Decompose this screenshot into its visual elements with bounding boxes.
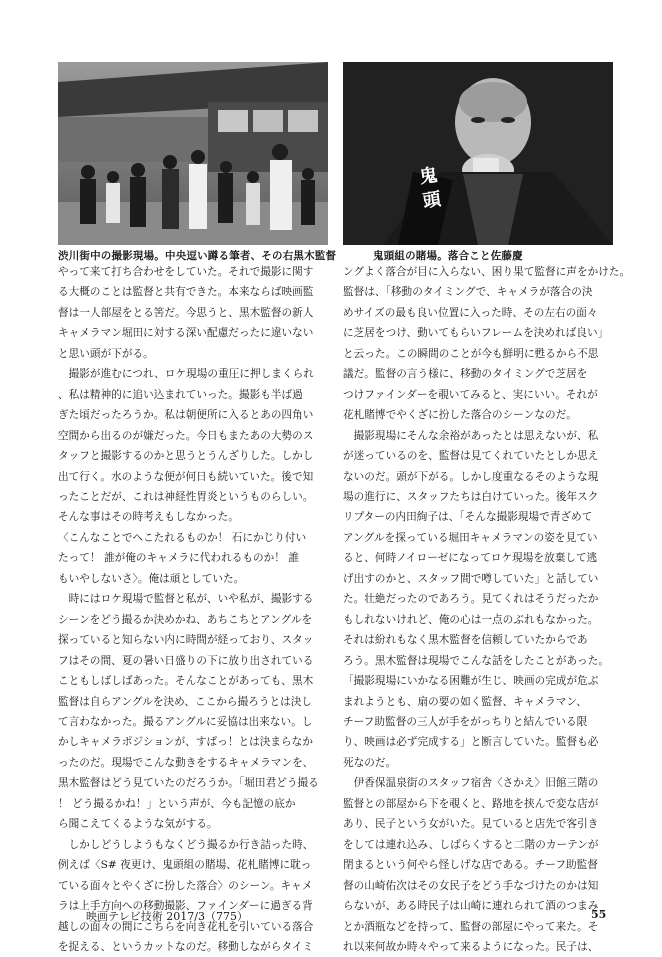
text-line: 黒木監督はどう見ていたのだろうか。「堀田君どう撮る <box>58 777 319 790</box>
text-line: 撮影が進むにつれ、ロケ現場の重圧に押しまくられ <box>58 368 314 381</box>
text-line: シーンをどう撮るか決めかね、あちこちとアングルを <box>58 613 313 626</box>
text-line: ったのだ。現場でこんな動きをするキャメラマンを、 <box>58 756 314 769</box>
text-line: めサイズの最も良い位置に入った時、その左右の面々 <box>343 306 598 319</box>
journal-issue-footer: 映画テレビ技術 2017/3（775） <box>86 910 248 923</box>
text-line: 例えば〈S# 夜更け、鬼頭組の賭場、花札賭博に耽っ <box>58 859 312 872</box>
text-line: と思い頭が下がる。 <box>58 347 154 360</box>
text-line: あり、民子という女がいた。見ていると店先で客引き <box>343 818 599 831</box>
text-line: 越しの面々の間にこちらを向き花札を引いている落合 <box>58 920 314 933</box>
film-set-street-photo <box>58 62 328 245</box>
text-line: 〈こんなことでへこたれるものか！ 石にかじり付い <box>58 531 307 544</box>
text-line: タッフと撮影するのかと思うとうんざりした。しかし <box>58 450 314 463</box>
text-line: げ出すのかと、スタッフ間で噂していた」と話してい <box>343 572 599 585</box>
text-line: 場の進行に、スタッフたちは白けていった。後年スク <box>343 490 599 503</box>
text-line: をしては連れ込み、しばらくすると二階のカーテンが <box>343 838 599 851</box>
photo-caption-left: 渋川街中の撮影現場。中央逗い蹲る筆者、その右黒木監督 <box>58 250 337 262</box>
actor-portrait-illustration <box>343 62 613 245</box>
text-line: 監督との部屋から下を覗くと、路地を挟んで変な店が <box>343 797 599 810</box>
text-line: とか酒瓶などを持って、監督の部屋にやって来た。そ <box>343 920 599 933</box>
text-line: 監督は自らアングルを決め、ここから撮ろうとは決し <box>58 695 313 708</box>
text-line: こともしばしばあった。そんなことがあっても、黒木 <box>58 675 314 688</box>
text-line: 「撮影現場にいかなる困難が生じ、映画の完成が危ぶ <box>343 675 599 688</box>
text-line: 出て行く。水のような便が何日も続いていた。後で知 <box>58 470 314 483</box>
text-line: ると、何時ノイローゼになってロケ現場を放棄して逃 <box>343 552 598 565</box>
text-line: た。壮絶だったのであろう。見てくれはそうだったか <box>343 593 599 606</box>
text-line: り、映画は必ず完成する」と断言していた。監督も必 <box>343 736 599 749</box>
text-line: もしれないけれど、俺の心は一点のぶれもなかった。 <box>343 613 599 626</box>
text-line: チーフ助監督の三人が手をがっちりと結んでいる限 <box>343 715 588 728</box>
photo-caption-right: 鬼頭組の賭場。落合こと佐藤慶 <box>373 250 523 262</box>
text-line: アングルを探っている堀田キャメラマンの姿を見てい <box>343 531 598 544</box>
text-line: つけファインダーを覗いてみると、実にいい。それが <box>343 388 598 401</box>
text-line: キャメラマン堀田に対する深い配慮だったに違いない <box>58 327 314 340</box>
text-line: 督は一人部屋をとる筈だ。今思うと、黒木監督の新人 <box>58 306 314 319</box>
street-scene-illustration <box>58 62 328 245</box>
text-line: そんな事はその時考えもしなかった。 <box>58 511 239 524</box>
text-line: フはその間、夏の暑い日盛りの下に放り出されている <box>58 654 314 667</box>
body-text-left-column <box>58 262 330 957</box>
text-line: 、私は精神的に追い込まれていった。撮影も半ば過 <box>58 388 303 401</box>
text-line: リプターの内田絢子は、「そんな撮影現場で青ざめて <box>343 511 593 524</box>
text-line: ったことだが、これは神経性胃炎というものらしい。 <box>58 490 314 503</box>
text-line: に芝居をつけ、動いてもらいフレームを決めれば良い」 <box>343 327 609 340</box>
text-line: 空間から出るのが嫌だった。今日もまたあの大勢のス <box>58 429 314 442</box>
text-line: ろう。黒木監督は現場でこんな話をしたことがあった。 <box>343 654 609 667</box>
text-line: 議だ。監督の言う様に、移動のタイミングで芝居を <box>343 368 588 381</box>
text-line: ないのだ。頭が下がる。しかし度重なるそのような現 <box>343 470 599 483</box>
body-text-right-column <box>343 262 631 957</box>
text-line: 時にはロケ現場で監督と私が、いや私が、撮影する <box>58 593 314 606</box>
text-line: て言わなかった。撮るアングルに妥協は出来ない。し <box>58 715 313 728</box>
text-line: それは紛れもなく黒木監督を信頼していたからであ <box>343 634 588 647</box>
text-line: もいやしないさ〉。俺は頑としていた。 <box>58 572 245 585</box>
text-line: 督の山崎佑次はその女民子をどう手なづけたのかは知 <box>343 879 599 892</box>
text-line: 探っていると知らない内に時間が経っており、スタッ <box>58 634 314 647</box>
text-line: が迷っているのを、監督は見てくれていたとしか思え <box>343 450 599 463</box>
text-line: らないが、ある時民子は山崎に連れられて酒のつまみ <box>343 900 599 913</box>
text-line: ングよく落合が目に入らない、困り果て監督に声をかけた。 <box>343 266 631 278</box>
text-line: と云った。この瞬間のことが今も鮮明に甦るから不思 <box>343 347 599 360</box>
text-line: しかしどうしようもなくどう撮るか行き詰った時、 <box>58 838 314 851</box>
text-line: ぎた頃だったろうか。私は朝便所に入るとあの四角い <box>58 409 314 422</box>
text-line: ラは上手方向への移動撮影、ファインダーに過ぎる背 <box>58 900 313 913</box>
text-line: まれようとも、扇の要の如く監督、キャメラマン、 <box>343 695 587 708</box>
text-line: を捉える、というカットなのだ。移動しながらタイミ <box>58 940 314 953</box>
gambling-den-photo <box>343 62 613 245</box>
text-line: 撮影現場にそんな余裕があったとは思えないが、私 <box>343 429 599 442</box>
sash-lettering: 鬼 頭 <box>415 164 442 210</box>
text-line: ている面々とやくざに扮した落合〉のシーン。キャメ <box>58 879 313 892</box>
text-line: 伊香保温泉街のスタッフ宿舎〈さかえ〉旧館三階の <box>343 777 599 790</box>
text-line: ら聞こえてくるような気がする。 <box>58 818 218 831</box>
text-line: やって来て打ち合わせをしていた。それで撮影に関す <box>58 266 314 278</box>
text-line: 死なのだ。 <box>343 756 397 769</box>
text-line: 花札賭博でやくざに扮した落合のシーンなのだ。 <box>343 409 577 422</box>
text-line: かしキャメラポジションが、すぱっ！とは決まらなか <box>58 736 313 749</box>
text-line: たって！ 誰が俺のキャメラに代われるものか！ 誰 <box>58 552 299 565</box>
text-line: る大概のことは監督と共有できた。本来ならば映画監 <box>58 286 314 299</box>
text-line: ！ どう撮るかね！」という声が、今も記憶の底か <box>58 797 296 810</box>
text-line: 閉まるという何やら怪しげな店である。チーフ助監督 <box>343 859 598 872</box>
text-line: 監督は、「移動のタイミングで、キャメラが落合の決 <box>343 286 593 299</box>
page-number: 55 <box>591 908 607 921</box>
text-line: れ以来何故か時々やって来るようになった。民子は、 <box>343 940 599 953</box>
